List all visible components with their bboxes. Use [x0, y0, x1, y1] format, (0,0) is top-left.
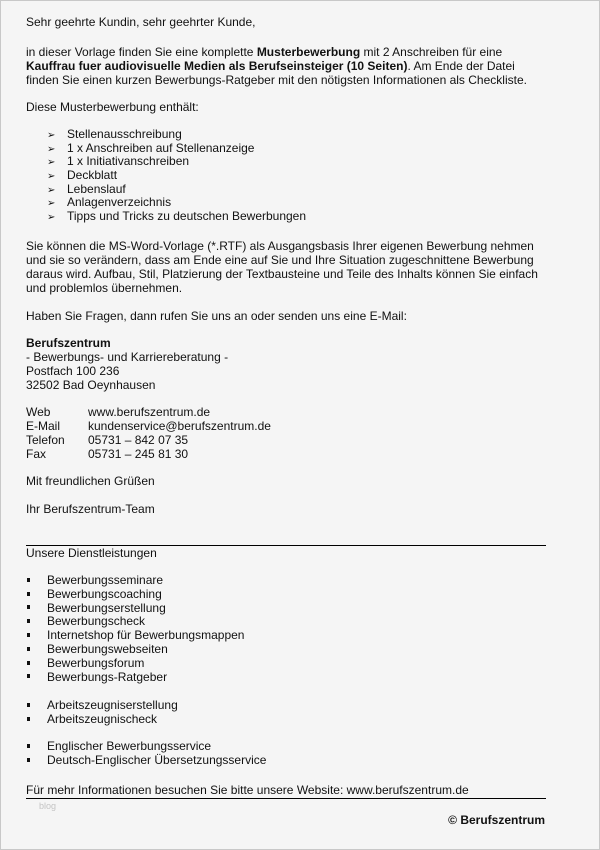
contents-item: ➢ Lebenslauf — [47, 181, 126, 196]
arrow-bullet-icon: ➢ — [47, 130, 56, 141]
intro-line-1-post: mit 2 Anschreiben für eine — [360, 45, 503, 59]
square-bullet-icon — [27, 717, 30, 721]
square-bullet-icon — [27, 592, 30, 596]
service-item: Bewerbungscheck — [26, 615, 244, 629]
square-bullet-icon — [27, 633, 30, 637]
arrow-bullet-icon: ➢ — [47, 157, 56, 169]
contents-item: ➢ Deckblatt — [47, 168, 118, 183]
contact-fax: 05731 – 245 81 30 — [88, 447, 189, 461]
contact-row-phone — [26, 433, 188, 447]
contact-web-link[interactable]: www.berufszentrum.de — [88, 405, 211, 419]
contents-item: ➢ Stellenausschreibung — [47, 127, 182, 141]
arrow-bullet-icon: ➢ — [47, 171, 56, 183]
service-item: Deutsch-Englischer Übersetzungsservice — [26, 754, 266, 768]
service-item: Bewerbungscoaching — [26, 588, 244, 602]
square-bullet-icon — [27, 605, 30, 609]
arrow-bullet-icon: ➢ — [47, 198, 56, 210]
service-item: Arbeitszeugnischeck — [26, 713, 178, 727]
square-bullet-icon — [27, 647, 30, 651]
arrow-bullet-icon: ➢ — [47, 212, 56, 224]
service-item: Internetshop für Bewerbungsmappen — [26, 629, 244, 643]
service-item: Bewerbungswebseiten — [26, 643, 244, 657]
intro-line-2 — [26, 59, 515, 73]
questions-text: Haben Sie Fragen, dann rufen Sie uns an oder senden uns eine E-Mail: — [26, 309, 407, 323]
arrow-bullet-icon: ➢ — [47, 143, 56, 155]
services-list-english — [26, 740, 266, 768]
contact-row-web — [26, 405, 210, 419]
copyright: © Berufszentrum — [448, 813, 545, 827]
contact-label: Telefon — [26, 433, 65, 447]
service-item: Englischer Bewerbungsservice — [26, 740, 266, 754]
contact-phone: 05731 – 842 07 35 — [88, 433, 189, 447]
square-bullet-icon — [27, 661, 30, 665]
intro-job-title: Kauffrau fuer audiovisuelle Medien als Berufseinsteiger (10 Seiten) — [26, 59, 408, 73]
closing: Mit freundlichen Grüßen — [26, 474, 155, 488]
services-heading: Unsere Dienstleistungen — [26, 546, 157, 560]
contact-label: Web — [26, 405, 51, 419]
company-city: 32502 Bad Oeynhausen — [26, 378, 156, 392]
square-bullet-icon — [27, 578, 30, 582]
square-bullet-icon — [27, 703, 30, 707]
square-bullet-icon — [27, 758, 30, 762]
contents-item: ➢ Anlagenverzeichnis — [47, 195, 172, 210]
arrow-bullet-icon: ➢ — [47, 184, 56, 196]
services-list-reference — [26, 699, 178, 727]
service-item: Bewerbungsforum — [26, 657, 244, 671]
usage-line-4: und problemlos übernehmen. — [26, 281, 183, 295]
contents-item: ➢ Tipps und Tricks zu deutschen Bewerbungen — [47, 209, 307, 224]
company-name: Berufszentrum — [26, 336, 111, 350]
service-item: Bewerbungs-Ratgeber — [26, 671, 244, 685]
contents-item: ➢ 1 x Initiativanschreiben — [47, 154, 190, 169]
usage-line-2: und sie so verändern, dass am Ende eine auf Sie und Ihre Situation zugeschnittene Bewerbung — [26, 253, 534, 267]
contact-row-email — [26, 419, 271, 433]
service-item: Bewerbungserstellung — [26, 602, 244, 616]
usage-line-3: daraus wird. Aufbau, Stil, Platzierung der Textbausteine und Teile des Inhalts können Sie einfach — [26, 267, 538, 281]
salutation: Sehr geehrte Kundin, sehr geehrter Kunde, — [26, 15, 256, 29]
square-bullet-icon — [27, 619, 30, 623]
divider-bottom — [26, 798, 546, 799]
contact-label: E-Mail — [26, 419, 61, 433]
watermark: blog — [39, 801, 57, 811]
intro-line-3: finden Sie einen kurzen Bewerbungs-Ratgeber mit den nötigsten Informationen als Checkliste. — [26, 73, 527, 87]
contents-heading: Diese Musterbewerbung enthält: — [26, 100, 199, 114]
intro-line-1 — [26, 45, 502, 59]
service-item: Bewerbungsseminare — [26, 574, 244, 588]
contact-row-fax — [26, 447, 188, 461]
company-postbox: Postfach 100 236 — [26, 364, 120, 378]
contents-list — [47, 128, 306, 224]
service-item: Arbeitszeugniserstellung — [26, 699, 178, 713]
contents-item: ➢ 1 x Anschreiben auf Stellenanzeige — [47, 140, 255, 155]
intro-line-2-post: . Am Ende der Datei — [407, 59, 515, 73]
contact-label: Fax — [26, 447, 47, 461]
company-tagline: - Bewerbungs- und Karriereberatung - — [26, 350, 229, 364]
square-bullet-icon — [27, 674, 30, 678]
services-list-application — [26, 574, 244, 684]
more-info-text: Für mehr Informationen besuchen Sie bitte unsere Website: www.berufszentrum.de — [26, 783, 469, 797]
usage-line-1: Sie können die MS-Word-Vorlage (*.RTF) als Ausgangsbasis Ihrer eigenen Bewerbung nehmen — [26, 239, 534, 253]
intro-product-name: Musterbewerbung — [256, 45, 361, 59]
signature: Ihr Berufszentrum-Team — [26, 502, 155, 516]
intro-line-1-pre: in dieser Vorlage finden Sie eine komplette — [26, 45, 257, 59]
square-bullet-icon — [27, 744, 30, 748]
contact-email-link[interactable]: kundenservice@berufszentrum.de — [88, 419, 271, 433]
